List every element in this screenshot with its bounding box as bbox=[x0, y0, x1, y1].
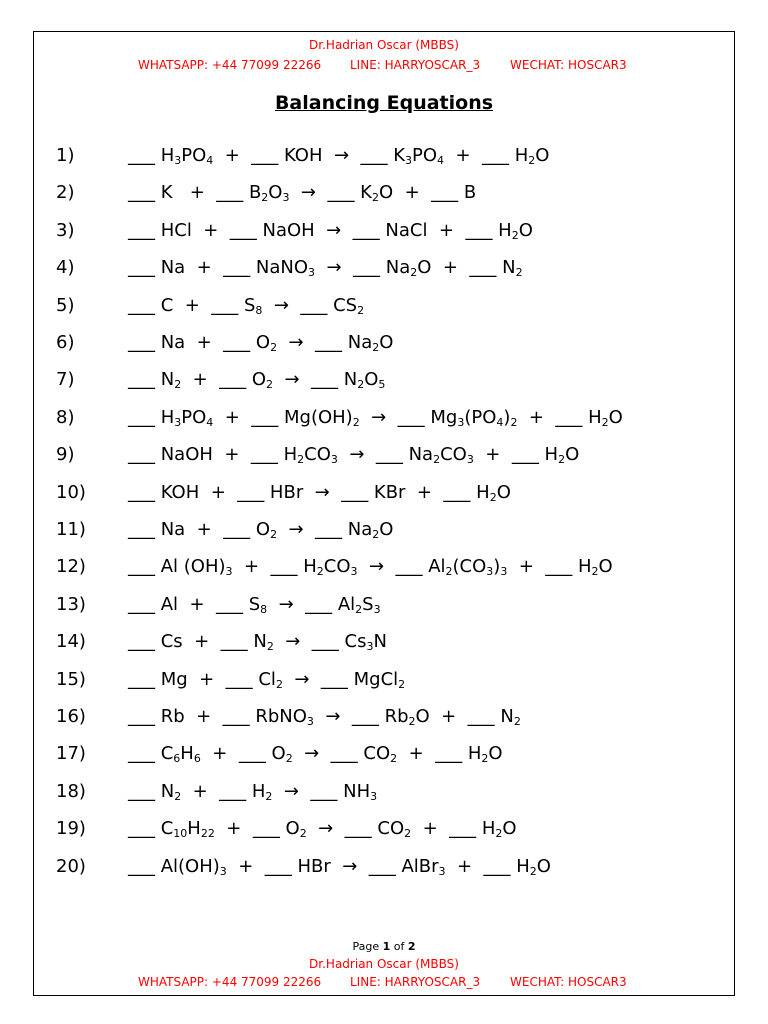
equation-row bbox=[0, 631, 768, 661]
equation-number: 20) bbox=[56, 855, 86, 877]
footer-page-of: of bbox=[393, 940, 405, 953]
equation-number: 2) bbox=[56, 182, 75, 204]
equation-text: ___ Rb + ___ RbNO$_3$ → ___ $Rb_2O$ + ___ $N_2$ bbox=[128, 706, 521, 728]
footer-author: Dr.Hadrian Oscar (MBBS) bbox=[309, 957, 459, 971]
equation-row bbox=[0, 332, 768, 362]
equation-row bbox=[0, 369, 768, 399]
footer-whatsapp: WHATSAPP: +44 77099 22266 bbox=[138, 975, 322, 989]
footer-wechat: WECHAT: HOSCAR3 bbox=[510, 975, 627, 989]
equation-row bbox=[0, 669, 768, 699]
equation-number: 7) bbox=[56, 369, 75, 391]
footer-page-number bbox=[0, 940, 768, 953]
equation-text: ___ $H_3PO_4$ + ___ KOH → ___ $K_3PO_4$ + ___ $H_2O$ bbox=[128, 145, 550, 167]
equation-row bbox=[0, 594, 768, 624]
equation-number: 12) bbox=[56, 556, 86, 578]
equation-row bbox=[0, 482, 768, 512]
equation-text: ___ Mg + ___ $Cl_2$ → ___ MgCl$_2$ bbox=[128, 668, 406, 691]
header-author: Dr.Hadrian Oscar (MBBS) bbox=[309, 38, 459, 52]
equation-row bbox=[0, 556, 768, 586]
equation-number: 16) bbox=[56, 706, 86, 727]
header-wechat: WECHAT: HOSCAR3 bbox=[510, 58, 627, 72]
equation-text: ___ K + ___ $B_2O_3$ → ___ $K_2O$ + ___ B bbox=[128, 182, 477, 205]
equation-row bbox=[0, 706, 768, 736]
page-border bbox=[33, 31, 735, 996]
footer-line: LINE: HARRYOSCAR_3 bbox=[350, 975, 481, 989]
equation-row bbox=[0, 444, 768, 474]
equation-number: 14) bbox=[56, 631, 86, 653]
equation-row bbox=[0, 257, 768, 287]
equation-row bbox=[0, 295, 768, 325]
equation-text: ___ $H_3PO_4$ + ___ $Mg(OH)_2$ → ___ $Mg_3(PO_4)_2$ + ___ $H_2O$ bbox=[128, 406, 623, 429]
equation-number: 18) bbox=[56, 780, 86, 802]
footer-page-label: Page bbox=[352, 940, 380, 953]
equation-row bbox=[0, 781, 768, 811]
equation-number: 6) bbox=[56, 332, 75, 353]
equation-text: ___ NaOH + ___ $H_2CO_3$ → ___ $Na_2CO_3$ + ___ $H_2O$ bbox=[128, 444, 580, 467]
equation-row bbox=[0, 818, 768, 848]
equation-text: ___ Na + ___ $O_2$ → ___ $Na_2O$ bbox=[128, 519, 394, 541]
equation-number: 9) bbox=[56, 444, 75, 466]
equation-row bbox=[0, 182, 768, 212]
equation-text: ___ $N_2$ + ___ $H_2$ → ___ $NH_3$ bbox=[128, 780, 378, 803]
equation-text: ___ Na + ___ $O_2$ → ___ $Na_2O$ bbox=[128, 332, 394, 354]
equation-number: 19) bbox=[56, 818, 86, 840]
header-line: LINE: HARRYOSCAR_3 bbox=[350, 58, 481, 72]
equation-text: ___ $C_6H_6$ + ___ $O_2$ → ___ $CO_2$ + ___ $H_2O$ bbox=[128, 743, 503, 766]
equation-number: 8) bbox=[56, 406, 75, 428]
equation-row bbox=[0, 220, 768, 250]
equation-text: ___ C + ___ $S_8$ → ___ $CS_2$ bbox=[128, 294, 365, 317]
equation-text: ___ $Al(OH)_3$ + ___ HBr → ___ AlBr$_3$ + ___ $H_2O$ bbox=[128, 855, 551, 878]
equation-text: ___ KOH + ___ HBr → ___ KBr + ___ $H_2O$ bbox=[128, 481, 511, 504]
equation-number: 17) bbox=[56, 743, 86, 765]
header-whatsapp: WHATSAPP: +44 77099 22266 bbox=[138, 58, 322, 72]
footer-page-total: 2 bbox=[407, 940, 416, 953]
equation-row bbox=[0, 519, 768, 549]
equation-text: ___ HCl + ___ NaOH → ___ NaCl + ___ $H_2O$ bbox=[128, 219, 533, 242]
equation-text: ___ $N_2$ + ___ $O_2$ → ___ $N_2O_5$ bbox=[128, 369, 386, 392]
equation-number: 4) bbox=[56, 257, 75, 279]
equation-text: ___ Na + ___ NaNO$_3$ → ___ $Na_2O$ + ___ $N_2$ bbox=[128, 257, 523, 280]
equation-number: 13) bbox=[56, 593, 86, 615]
equation-number: 15) bbox=[56, 668, 86, 690]
equation-number: 1) bbox=[56, 145, 75, 166]
equation-text: ___ Al $(OH)_3$ + ___ $H_2CO_3$ → ___ $Al_2(CO_3)_3$ + ___ $H_2O$ bbox=[128, 556, 613, 579]
equation-text: ___ Al + ___ $S_8$ → ___ $Al_2S_3$ bbox=[128, 593, 381, 616]
equation-text: ___ $C_{10}H_{22}$ + ___ $O_2$ → ___ $CO_2$ + ___ $H_2O$ bbox=[128, 818, 517, 841]
equation-number: 10) bbox=[56, 481, 86, 503]
page-title: Balancing Equations bbox=[274, 92, 494, 114]
equation-row bbox=[0, 856, 768, 886]
equation-number: 3) bbox=[56, 219, 75, 241]
equation-row bbox=[0, 407, 768, 437]
footer-page-current: 1 bbox=[382, 940, 391, 953]
equation-row bbox=[0, 145, 768, 175]
equation-text: ___ Cs + ___ $N_2$ → ___ $Cs_3N$ bbox=[128, 631, 387, 654]
equation-number: 5) bbox=[56, 294, 75, 316]
equation-number: 11) bbox=[56, 519, 86, 540]
equation-row bbox=[0, 743, 768, 773]
